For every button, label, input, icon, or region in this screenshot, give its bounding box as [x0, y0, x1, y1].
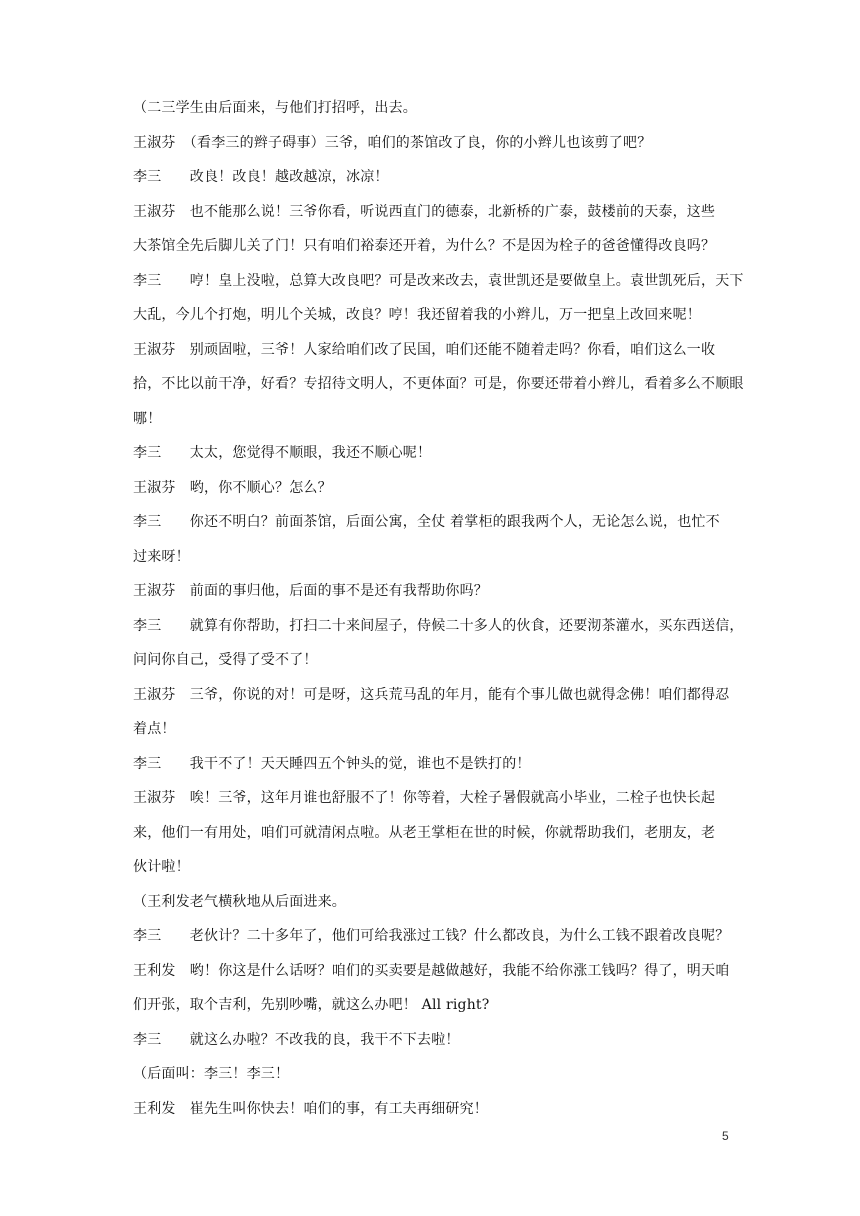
text-line: 王淑芬 三爷，你说的对！可是呀，这兵荒马乱的年月，能有个事儿做也就得念佛！咱们都得忍 — [133, 686, 730, 703]
text-line: 拾，不比以前干净，好看？专招待文明人，不更体面？可是，你要还带着小辫儿，看着多么不顺眼 — [133, 376, 744, 392]
text-line: 王淑芬 也不能那么说！三爷你看，听说西直门的德泰，北新桥的广泰，鼓楼前的天泰，这些 — [133, 203, 716, 220]
text-line: 王淑芬 前面的事归他，后面的事不是还有我帮助你吗？ — [133, 583, 488, 599]
text-line: 李三 我干不了！天天睡四五个钟头的觉，谁也不是铁打的！ — [133, 755, 531, 772]
text-line: 哪！ — [133, 410, 162, 427]
text-line: 大乱，今儿个打炮，明儿个关城，改良？哼！我还留着我的小辫儿，万一把皇上改回来呢！ — [133, 307, 701, 323]
text-line: 大茶馆全先后脚儿关了门！只有咱们裕泰还开着，为什么？不是因为栓子的爸爸懂得改良吗？ — [133, 238, 716, 254]
text-line: 李三 太太，您觉得不顺眼，我还不顺心呢！ — [133, 445, 432, 461]
text-line: 李三 就这么办啦？不改我的良，我干不下去啦！ — [133, 1031, 460, 1048]
document-body — [133, 98, 744, 1133]
text-line: 王淑芬 （看李三的辫子碍事）三爷，咱们的茶馆改了良，你的小辫儿也该剪了吧？ — [133, 134, 652, 151]
text-line: 王利发 崔先生叫你快去！咱们的事，有工夫再细研究！ — [133, 1100, 488, 1117]
text-line: 们开张，取个吉利，先别吵嘴，就这么办吧！ All right? — [133, 997, 490, 1013]
text-line: 着点！ — [133, 721, 176, 737]
text-line: （后面叫：李三！李三！ — [133, 1066, 290, 1082]
text-line: 王淑芬 别顽固啦，三爷！人家给咱们改了民国，咱们还能不随着走吗？你看，咱们这么一收 — [133, 341, 716, 358]
text-line: 王利发 哟！你这是什么话呀？咱们的买卖要是越做越好，我能不给你涨工钱吗？得了，明天咱 — [133, 962, 730, 979]
text-line: 王淑芬 唉！三爷，这年月谁也舒服不了！你等着，大栓子暑假就高小毕业，二栓子也快长起 — [133, 790, 716, 806]
text-line: 王淑芬 哟，你不顺心？怎么？ — [133, 479, 332, 496]
text-line: 问问你自己，受得了受不了！ — [133, 652, 318, 668]
text-line: 李三 就算有你帮助，打扫二十来间屋子，侍候二十多人的伙食，还要沏茶灌水，买东西送信， — [133, 617, 744, 634]
text-line: 李三 你还不明白？前面茶馆，后面公寓，全仗 着掌柜的跟我两个人，无论怎么说，也忙不 — [133, 514, 720, 530]
text-line: 过来呀！ — [133, 548, 190, 565]
text-line: 李三 老伙计？二十多年了，他们可给我涨过工钱？什么都改良，为什么工钱不跟着改良呢？ — [133, 928, 730, 944]
text-line: 李三 哼！皇上没啦，总算大改良吧？可是改来改去，袁世凯还是要做皇上。袁世凯死后，天下 — [133, 272, 744, 289]
text-line: 李三 改良！改良！越改越凉，冰凉！ — [133, 169, 389, 185]
page-number: 5 — [722, 1129, 729, 1143]
text-line: 来，他们一有用处，咱们可就清闲点啦。从老王掌柜在世的时候，你就帮助我们，老朋友，老 — [133, 824, 716, 841]
text-line: （二三学生由后面来，与他们打招呼，出去。 — [133, 100, 417, 116]
text-line: （王利发老气横秋地从后面进来。 — [133, 893, 346, 910]
text-line: 伙计啦！ — [133, 859, 190, 875]
